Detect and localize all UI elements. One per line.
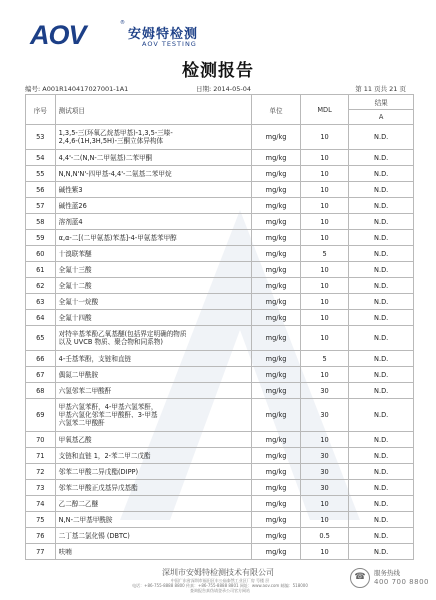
company-logo xyxy=(30,20,230,50)
row-number: 59 xyxy=(26,230,56,246)
row-number: 72 xyxy=(26,464,56,480)
result-cell: N.D. xyxy=(349,464,414,480)
test-item xyxy=(55,166,252,182)
test-item xyxy=(55,182,252,198)
unit-cell: mg/kg xyxy=(252,326,301,351)
test-item xyxy=(55,326,252,351)
test-item xyxy=(55,214,252,230)
mdl-cell: 10 xyxy=(300,198,349,214)
test-item-line: 偶氮二甲酰胺 xyxy=(58,370,99,379)
test-item-line: 六氢邻苯二甲酸酐 xyxy=(58,386,112,395)
unit-cell: mg/kg xyxy=(252,214,301,230)
mdl-cell: 10 xyxy=(300,367,349,383)
row-number: 66 xyxy=(26,351,56,367)
row-number: 64 xyxy=(26,310,56,326)
unit-cell: mg/kg xyxy=(252,166,301,182)
test-item-line: 二丁基二氯化锡 (DBTC) xyxy=(58,531,130,540)
mdl-cell: 30 xyxy=(300,464,349,480)
test-item xyxy=(55,448,252,464)
test-item-line: 以及 UVCB 物质、聚合物和同系物) xyxy=(58,338,163,346)
mdl-cell: 10 xyxy=(300,214,349,230)
result-cell: N.D. xyxy=(349,198,414,214)
mdl-cell: 10 xyxy=(300,182,349,198)
footer-address-line: 中国广东省深圳市福田区车公庙泰然工业区厂房 号楼 层 xyxy=(170,578,270,583)
table-row xyxy=(26,480,414,496)
unit-cell: mg/kg xyxy=(252,125,301,150)
table-row xyxy=(26,166,414,182)
result-cell: N.D. xyxy=(349,399,414,432)
test-item xyxy=(55,198,252,214)
test-item xyxy=(55,544,252,560)
test-item xyxy=(55,432,252,448)
table-row xyxy=(26,399,414,432)
test-item-line: 4,4'-二(N,N-二甲氨基)二苯甲酮 xyxy=(58,153,153,162)
test-item xyxy=(55,262,252,278)
mdl-cell: 10 xyxy=(300,278,349,294)
unit-cell: mg/kg xyxy=(252,198,301,214)
table-row xyxy=(26,367,414,383)
unit-cell: mg/kg xyxy=(252,464,301,480)
test-item-line: N,N,N'N'-四甲基-4,4'-二氨基二苯甲烷 xyxy=(58,169,172,178)
result-cell: N.D. xyxy=(349,432,414,448)
test-item xyxy=(55,246,252,262)
test-item-line: α,α-二[(二甲氨基)苯基]-4-甲氨基苯甲醇 xyxy=(58,233,177,242)
result-cell: N.D. xyxy=(349,367,414,383)
mdl-cell: 10 xyxy=(300,310,349,326)
result-cell: N.D. xyxy=(349,246,414,262)
header-sample: A xyxy=(349,110,414,125)
unit-cell: mg/kg xyxy=(252,496,301,512)
phone-circle-icon: ☎ xyxy=(350,568,370,588)
table-row xyxy=(26,432,414,448)
unit-cell: mg/kg xyxy=(252,150,301,166)
test-item xyxy=(55,528,252,544)
test-item-line: 全氟十三酸 xyxy=(58,265,92,274)
result-cell: N.D. xyxy=(349,480,414,496)
mdl-cell: 10 xyxy=(300,166,349,182)
table-row xyxy=(26,262,414,278)
row-number: 55 xyxy=(26,166,56,182)
report-title: 检测报告 xyxy=(182,61,254,81)
test-item-line: 支链和直链 1，2-苯二甲二戊酯 xyxy=(58,451,151,460)
unit-cell: mg/kg xyxy=(252,383,301,399)
test-item xyxy=(55,310,252,326)
row-number: 58 xyxy=(26,214,56,230)
result-cell: N.D. xyxy=(349,528,414,544)
row-number: 70 xyxy=(26,432,56,448)
table-row xyxy=(26,310,414,326)
header-seq: 序号 xyxy=(26,95,56,125)
test-item-line: 甲基六氢苯酐，4-甲基六氢苯酐， xyxy=(58,403,158,411)
report-number: 编号: A001R140417027001-1A1 xyxy=(25,85,129,93)
table-row xyxy=(26,351,414,367)
test-item xyxy=(55,150,252,166)
unit-cell: mg/kg xyxy=(252,480,301,496)
test-item-line: 全氟十一烷酸 xyxy=(58,297,99,306)
result-cell: N.D. xyxy=(349,496,414,512)
row-number: 69 xyxy=(26,399,56,432)
table-row xyxy=(26,125,414,150)
test-item xyxy=(55,399,252,432)
test-item-line: N,N-二甲基甲酰胺 xyxy=(58,515,113,524)
test-item-line: 六氢苯二甲酸酐 xyxy=(58,419,105,427)
header-mdl: MDL xyxy=(300,95,349,125)
hotline-number: 400 700 8800 xyxy=(374,578,429,586)
mdl-cell: 10 xyxy=(300,432,349,448)
test-item xyxy=(55,125,252,150)
test-item-line: 2,4,6-(1H,3H,5H)-三酮立体异构体 xyxy=(58,137,164,145)
footer-company: 深圳市安姆特检测技术有限公司 xyxy=(162,568,274,577)
result-cell: N.D. xyxy=(349,294,414,310)
footer-address-line: 电话：+86-755-8888 8800 传真：+86-755-8888 8801 网址：www.aov.com 邮编：518000 xyxy=(132,583,308,588)
unit-cell: mg/kg xyxy=(252,278,301,294)
test-item-line: 邻苯二甲酸二异戊酯(DIPP) xyxy=(58,467,139,476)
unit-cell: mg/kg xyxy=(252,528,301,544)
row-number: 77 xyxy=(26,544,56,560)
mdl-cell: 5 xyxy=(300,351,349,367)
test-item-line: 对特辛基苯酚乙氧基醚(包括界定明确的物质 xyxy=(58,330,187,338)
mdl-cell: 10 xyxy=(300,230,349,246)
mdl-cell: 10 xyxy=(300,125,349,150)
row-number: 56 xyxy=(26,182,56,198)
result-cell: N.D. xyxy=(349,125,414,150)
test-item xyxy=(55,351,252,367)
table-row xyxy=(26,150,414,166)
unit-cell: mg/kg xyxy=(252,448,301,464)
row-number: 65 xyxy=(26,326,56,351)
unit-cell: mg/kg xyxy=(252,230,301,246)
table-row xyxy=(26,246,414,262)
unit-cell: mg/kg xyxy=(252,246,301,262)
row-number: 57 xyxy=(26,198,56,214)
result-cell: N.D. xyxy=(349,150,414,166)
logo-chinese-name: 安姆特检测 xyxy=(128,27,199,42)
result-cell: N.D. xyxy=(349,351,414,367)
test-item-line: 4-壬基苯酚，支链和直链 xyxy=(58,354,132,363)
test-item-line: 呋喃 xyxy=(58,547,72,556)
test-item xyxy=(55,294,252,310)
table-row xyxy=(26,198,414,214)
result-cell: N.D. xyxy=(349,214,414,230)
row-number: 76 xyxy=(26,528,56,544)
test-item xyxy=(55,512,252,528)
row-number: 63 xyxy=(26,294,56,310)
result-cell: N.D. xyxy=(349,326,414,351)
mdl-cell: 30 xyxy=(300,383,349,399)
test-item xyxy=(55,383,252,399)
test-item xyxy=(55,496,252,512)
test-item xyxy=(55,464,252,480)
table-row xyxy=(26,528,414,544)
test-item-line: 全氟十二酸 xyxy=(58,281,92,290)
table-row xyxy=(26,464,414,480)
test-item-line: 碱性紫3 xyxy=(58,185,83,194)
row-number: 73 xyxy=(26,480,56,496)
mdl-cell: 10 xyxy=(300,544,349,560)
result-cell: N.D. xyxy=(349,544,414,560)
result-cell: N.D. xyxy=(349,262,414,278)
row-number: 68 xyxy=(26,383,56,399)
unit-cell: mg/kg xyxy=(252,351,301,367)
page-indicator: 第 11 页共 21 页 xyxy=(355,85,406,93)
row-number: 53 xyxy=(26,125,56,150)
hotline-label: 服务热线 xyxy=(374,569,400,577)
test-item xyxy=(55,480,252,496)
header-unit: 单位 xyxy=(252,95,301,125)
table-row xyxy=(26,383,414,399)
unit-cell: mg/kg xyxy=(252,512,301,528)
test-item xyxy=(55,367,252,383)
results-table xyxy=(25,94,414,560)
mdl-cell: 5 xyxy=(300,246,349,262)
mdl-cell: 30 xyxy=(300,480,349,496)
test-item-line: 乙二醇二乙醚 xyxy=(58,499,99,508)
table-row xyxy=(26,448,414,464)
table-row xyxy=(26,278,414,294)
result-cell: N.D. xyxy=(349,383,414,399)
unit-cell: mg/kg xyxy=(252,367,301,383)
test-item xyxy=(55,230,252,246)
table-row xyxy=(26,496,414,512)
logo-mark: AOV xyxy=(30,20,86,50)
test-item xyxy=(55,278,252,294)
unit-cell: mg/kg xyxy=(252,310,301,326)
mdl-cell: 30 xyxy=(300,448,349,464)
table-row xyxy=(26,326,414,351)
result-cell: N.D. xyxy=(349,230,414,246)
test-item-line: 碱性蓝26 xyxy=(58,201,87,210)
test-item-line: 十溴联苯醚 xyxy=(58,249,92,258)
row-number: 71 xyxy=(26,448,56,464)
mdl-cell: 10 xyxy=(300,150,349,166)
logo-registered-mark: ® xyxy=(120,20,125,26)
header-item: 测试项目 xyxy=(55,95,252,125)
unit-cell: mg/kg xyxy=(252,544,301,560)
table-row xyxy=(26,230,414,246)
mdl-cell: 10 xyxy=(300,496,349,512)
mdl-cell: 10 xyxy=(300,326,349,351)
table-row xyxy=(26,512,414,528)
row-number: 54 xyxy=(26,150,56,166)
unit-cell: mg/kg xyxy=(252,262,301,278)
logo-english-name: AOV TESTING xyxy=(142,40,197,48)
test-item-line: 全氟十四酸 xyxy=(58,313,92,322)
test-item-line: 溶剂蓝4 xyxy=(58,217,83,226)
table-row xyxy=(26,182,414,198)
unit-cell: mg/kg xyxy=(252,182,301,198)
unit-cell: mg/kg xyxy=(252,432,301,448)
mdl-cell: 0.5 xyxy=(300,528,349,544)
mdl-cell: 10 xyxy=(300,294,349,310)
result-cell: N.D. xyxy=(349,448,414,464)
result-cell: N.D. xyxy=(349,166,414,182)
footer-address xyxy=(90,578,350,593)
footer-address-line: 查询报告真伪请登录公司官方网站 xyxy=(190,588,250,593)
test-item-line: 1,3,5-三(环氧乙烷基甲基)-1,3,5-三嗪- xyxy=(58,129,173,137)
result-cell: N.D. xyxy=(349,512,414,528)
result-cell: N.D. xyxy=(349,310,414,326)
result-cell: N.D. xyxy=(349,278,414,294)
unit-cell: mg/kg xyxy=(252,399,301,432)
table-row xyxy=(26,544,414,560)
row-number: 67 xyxy=(26,367,56,383)
mdl-cell: 10 xyxy=(300,512,349,528)
mdl-cell: 30 xyxy=(300,399,349,432)
test-item-line: 甲氧基乙酸 xyxy=(58,435,92,444)
row-number: 61 xyxy=(26,262,56,278)
mdl-cell: 10 xyxy=(300,262,349,278)
table-row xyxy=(26,294,414,310)
service-hotline xyxy=(350,566,430,592)
table-row xyxy=(26,214,414,230)
result-cell: N.D. xyxy=(349,182,414,198)
row-number: 74 xyxy=(26,496,56,512)
row-number: 75 xyxy=(26,512,56,528)
header-result: 结果 xyxy=(349,95,414,110)
report-date: 日期: 2014-05-04 xyxy=(196,85,252,93)
row-number: 60 xyxy=(26,246,56,262)
test-item-line: 甲基六氢化邻苯二甲酸酐、3-甲基 xyxy=(58,411,158,419)
row-number: 62 xyxy=(26,278,56,294)
unit-cell: mg/kg xyxy=(252,294,301,310)
test-item-line: 邻苯二甲酸正戊基异戊基酯 xyxy=(58,483,138,492)
